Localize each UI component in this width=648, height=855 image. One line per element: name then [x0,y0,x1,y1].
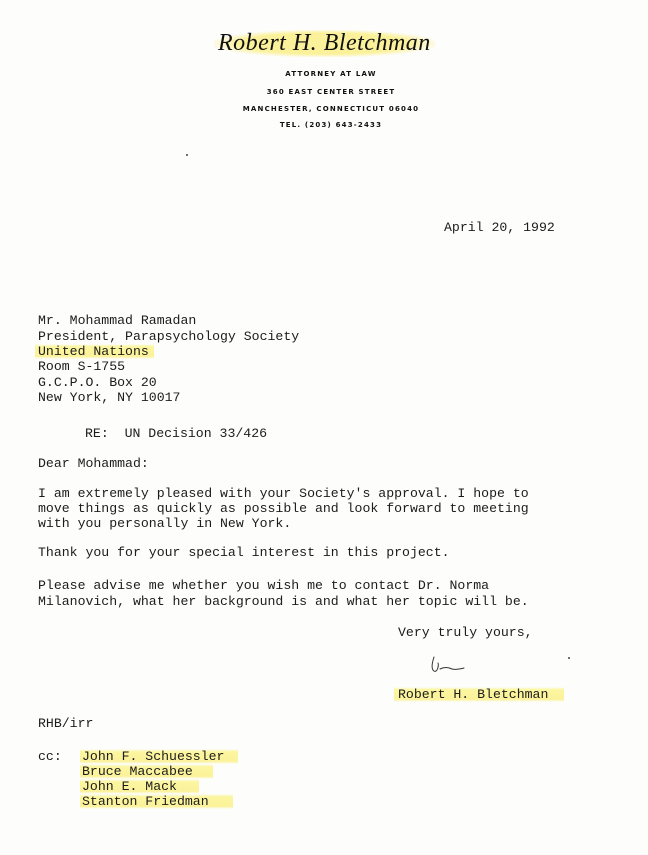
typist-initials: RHB/irr [38,716,94,731]
recipient-room: Room S-1755 [38,359,126,374]
closing: Very truly yours, [398,625,533,640]
signature-scribble [426,651,466,677]
letterhead-street: 360 EAST CENTER STREET [266,88,396,96]
cc-name: Bruce Maccabee [80,764,213,779]
body-line: Thank you for your special interest in this project. [38,545,450,560]
cc-name: John F. Schuessler [80,749,238,764]
cc-name: Stanton Friedman [80,794,233,809]
body-line: with you personally in New York. [38,516,292,531]
signer-name: Robert H. Bletchman [394,687,564,702]
cc-label: cc: [38,749,62,764]
recipient-box: G.C.P.O. Box 20 [38,375,157,390]
salutation: Dear Mohammad: [38,456,149,471]
recipient-position: President, Parapsychology Society [38,329,300,344]
recipient-name: Mr. Mohammad Ramadan [38,313,197,328]
body-line: Please advise me whether you wish me to contact Dr. Norma [38,578,490,593]
body-line: I am extremely pleased with your Society's approval. I hope to [38,486,529,501]
body-line: move things as quickly as possible and look forward to meeting [38,501,529,516]
re-line: RE: UN Decision 33/426 [85,426,268,441]
recipient-city: New York, NY 10017 [38,390,181,405]
letterhead-title: ATTORNEY AT LAW [285,70,377,78]
letterhead-phone: TEL. (203) 643-2433 [279,121,383,129]
body-line: Milanovich, what her background is and what her topic will be. [38,594,529,609]
cc-name: John E. Mack [80,779,199,794]
letter-date: April 20, 1992 [444,220,555,235]
speck [186,154,188,156]
recipient-organization: United Nations [35,344,154,359]
letterhead-city: MANCHESTER, CONNECTICUT 06040 [242,105,420,113]
speck [568,657,570,659]
letterhead-name: Robert H. Bletchman [214,30,435,57]
